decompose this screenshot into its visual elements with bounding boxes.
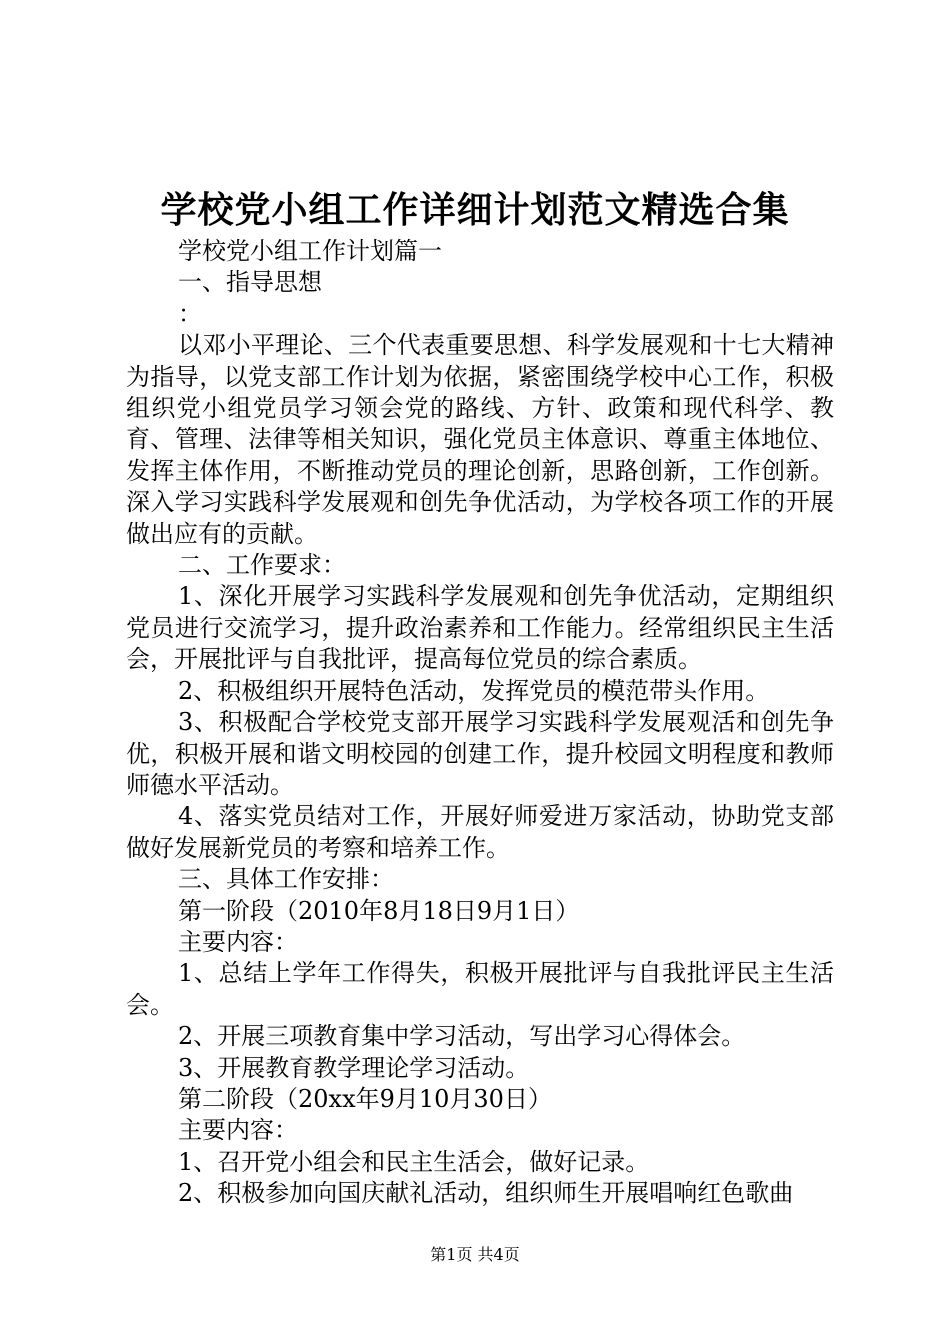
paragraph: 主要内容： <box>178 1116 298 1145</box>
paragraph: 1、深化开展学习实践科学发展观和创先争优活动，定期组织党员进行交流学习，提升政治素养和工作能力。经常组织民主生活会，开展批评与自我批评，提高每位党员的综合素质。 <box>126 582 834 674</box>
page-footer: 第1页 共4页 <box>430 1245 520 1264</box>
document-title: 学校党小组工作详细计划范文精选合集 <box>160 189 790 231</box>
phase-heading: 第二阶段（20xx年9月10月30日） <box>178 1084 552 1113</box>
paragraph: 4、落实党员结对工作，开展好师爱进万家活动，协助党支部做好发展新党员的考察和培养工作。 <box>126 802 834 862</box>
section-heading: 二、工作要求： <box>178 551 346 580</box>
document-body <box>126 236 834 1210</box>
paragraph: 主要内容： <box>178 927 298 956</box>
paragraph: 3、积极配合学校党支部开展学习实践科学发展观活和创先争优，积极开展和谐文明校园的创建工作，提升校园文明程度和教师师德水平活动。 <box>126 708 834 799</box>
paragraph: 2、积极组织开展特色活动，发挥党员的模范带头作用。 <box>178 676 770 705</box>
section-heading: 学校党小组工作计划篇一 <box>178 237 442 265</box>
phase-heading: 第一阶段（2010年8月18日9月1日） <box>178 896 580 925</box>
paragraph: 1、召开党小组会和民主生活会，做好记录。 <box>178 1147 650 1176</box>
section-heading: 三、具体工作安排： <box>178 865 394 894</box>
paragraph: 2、开展三项教育集中学习活动，写出学习心得体会。 <box>178 1022 746 1051</box>
section-heading: 一、指导思想 <box>178 268 322 297</box>
paragraph: 以邓小平理论、三个代表重要思想、科学发展观和十七大精神为指导，以党支部工作计划为依据，紧密围绕学校中心工作，积极组织党小组党员学习领会党的路线、方针、政策和现代科学、教育、管理、法律等相关知识，强化党员主体意识、尊重主体地位、发挥主体作用，不断推动党员的理论创新，思路创新，工作创新。深入学习实践科学发展观和创先争优活动，为学校各项工作的开展做出应有的贡献。 <box>126 331 834 548</box>
paragraph: 2、积极参加向国庆献礼活动，组织师生开展唱响红色歌曲 <box>178 1179 794 1208</box>
paragraph: 3、开展教育教学理论学习活动。 <box>178 1053 530 1082</box>
paragraph: ： <box>178 299 202 328</box>
paragraph: 1、总结上学年工作得失，积极开展批评与自我批评民主生活会。 <box>126 959 834 1019</box>
